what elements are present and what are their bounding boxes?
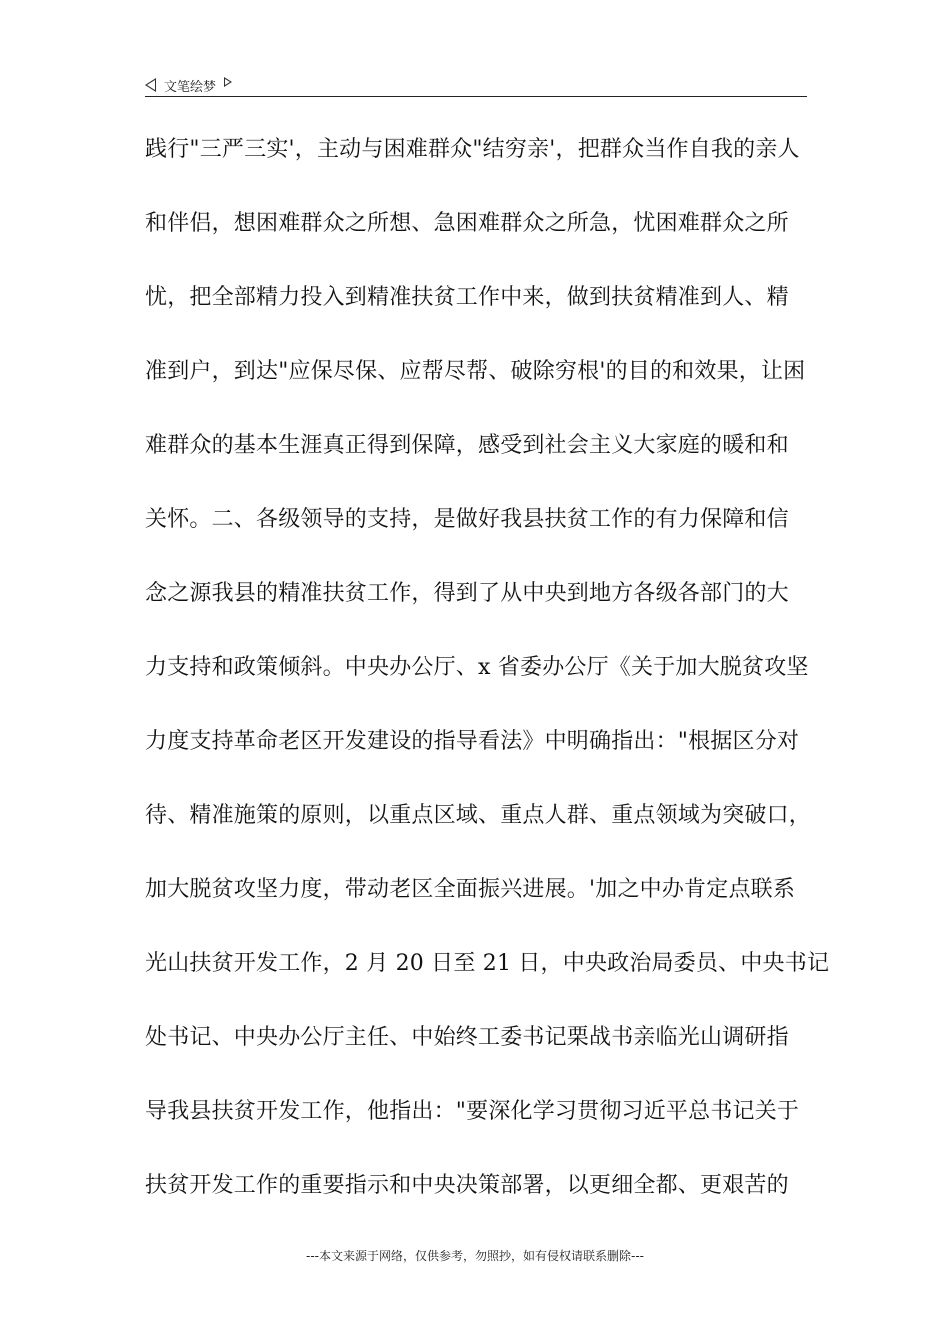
page-header [145, 74, 807, 97]
body-line-10: 待、精准施策的原则，以重点区域、重点人群、重点领域为突破口， [145, 803, 812, 828]
body-line-3: 忧，把全部精力投入到精准扶贫工作中来，做到扶贫精准到人、精 [145, 285, 789, 310]
triangle-left-icon [145, 78, 156, 92]
body-line-13: 处书记、中央办公厅主任、中始终工委书记栗战书亲临光山调研指 [145, 1025, 789, 1050]
body-line-4: 准到户，到达"应保尽保、应帮尽帮、破除穷根'的目的和效果，让困 [145, 359, 806, 384]
body-line-15: 扶贫开发工作的重要指示和中央决策部署，以更细全都、更艰苦的 [145, 1173, 789, 1198]
body-line-5: 难群众的基本生涯真正得到保障，感受到社会主义大家庭的暖和和 [145, 433, 789, 458]
body-line-6: 关怀。二、各级领导的支持，是做好我县扶贫工作的有力保障和信 [145, 507, 789, 532]
body-line-9: 力度支持革命老区开发建设的指导看法》中明确指出："根据区分对 [145, 729, 800, 754]
header-title: 文笔绘梦 [164, 79, 217, 95]
body-line-14: 导我县扶贫开发工作，他指出："要深化学习贯彻习近平总书记关于 [145, 1099, 800, 1124]
body-line-12: 光山扶贫开发工作，2 月 20 日至 21 日，中央政治局委员、中央书记 [145, 951, 830, 976]
document-body [145, 128, 830, 1238]
page-footer: ---本文来源于网络，仅供参考，勿照抄，如有侵权请联系删除--- [306, 1249, 644, 1263]
body-line-2: 和伴侣，想困难群众之所想、急困难群众之所急，忧困难群众之所 [145, 211, 789, 236]
body-line-8: 力支持和政策倾斜。中央办公厅、x 省委办公厅《关于加大脱贫攻坚 [145, 655, 809, 680]
body-line-11: 加大脱贫攻坚力度，带动老区全面振兴进展。'加之中办肯定点联系 [145, 877, 796, 902]
triangle-right-icon [224, 77, 232, 87]
body-line-7: 念之源我县的精准扶贫工作，得到了从中央到地方各级各部门的大 [145, 581, 789, 606]
body-line-1: 践行"三严三实'，主动与困难群众"结穷亲'，把群众当作自我的亲人 [145, 137, 800, 162]
